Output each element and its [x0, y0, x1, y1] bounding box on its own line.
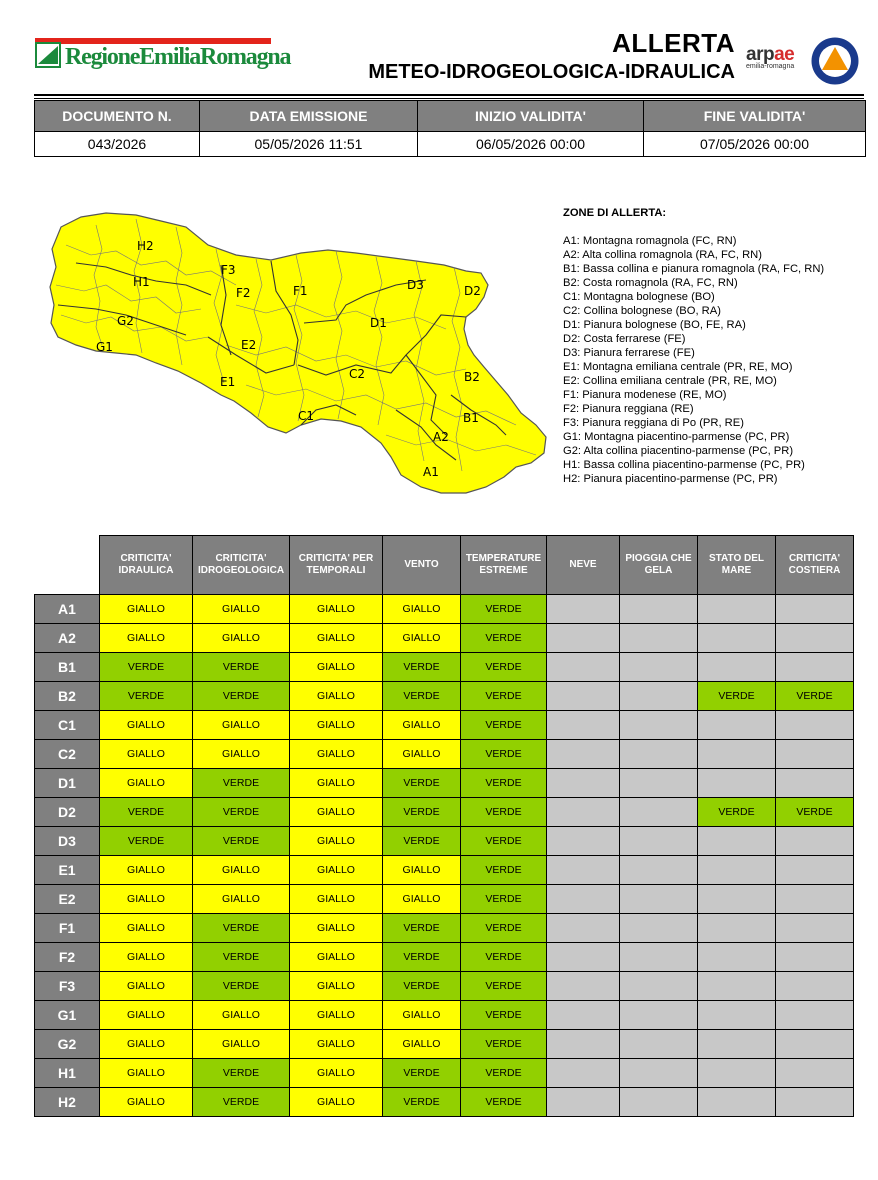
map-label-d2: D2: [464, 284, 481, 298]
map-label-f2: F2: [236, 286, 251, 300]
alert-level-cell: VERDE: [461, 1088, 547, 1117]
alert-level-cell: [776, 1088, 854, 1117]
table-row: [35, 856, 854, 885]
alert-level-cell: VERDE: [461, 827, 547, 856]
alert-level-cell: [776, 653, 854, 682]
alert-level-cell: [547, 914, 620, 943]
table-row: [35, 711, 854, 740]
alert-level-cell: GIALLO: [100, 1030, 193, 1059]
zone-legend-item: D2: Costa ferrarese (FE): [563, 333, 686, 345]
alert-level-cell: GIALLO: [100, 595, 193, 624]
alert-level-cell: VERDE: [383, 1059, 461, 1088]
alert-level-cell: [620, 798, 698, 827]
zone-code-cell: D1: [35, 769, 100, 798]
protezione-civile-logo-icon: [810, 36, 860, 86]
alert-level-cell: [620, 711, 698, 740]
alert-level-cell: VERDE: [383, 1088, 461, 1117]
alert-level-cell: VERDE: [193, 1059, 290, 1088]
alert-level-cell: [620, 856, 698, 885]
alert-level-cell: [547, 1030, 620, 1059]
alert-level-cell: GIALLO: [193, 1001, 290, 1030]
zones-legend-list: [563, 234, 863, 486]
zone-code-cell: F1: [35, 914, 100, 943]
zone-legend-item: F1: Pianura modenese (RE, MO): [563, 389, 727, 401]
alert-level-cell: VERDE: [383, 798, 461, 827]
alert-level-cell: VERDE: [100, 682, 193, 711]
alert-level-cell: VERDE: [383, 653, 461, 682]
zone-legend-item: C1: Montagna bolognese (BO): [563, 291, 715, 303]
alert-level-cell: GIALLO: [290, 1030, 383, 1059]
map-label-f3: F3: [221, 263, 236, 277]
alert-level-cell: [698, 740, 776, 769]
zone-legend-item: B2: Costa romagnola (RA, FC, RN): [563, 277, 738, 289]
column-header: PIOGGIA CHE GELA: [620, 536, 698, 595]
alert-level-cell: VERDE: [461, 653, 547, 682]
alert-level-cell: VERDE: [383, 943, 461, 972]
zone-code-cell: B1: [35, 653, 100, 682]
alert-level-cell: [547, 856, 620, 885]
map-label-a1: A1: [423, 465, 439, 479]
alert-level-cell: VERDE: [383, 972, 461, 1001]
column-header: NEVE: [547, 536, 620, 595]
alert-level-cell: [547, 1088, 620, 1117]
validity-end-value: 07/05/2026 00:00: [644, 132, 866, 157]
alert-level-cell: [776, 595, 854, 624]
alert-level-cell: [620, 827, 698, 856]
alert-level-cell: VERDE: [193, 769, 290, 798]
zone-code-cell: E2: [35, 885, 100, 914]
alert-level-cell: GIALLO: [383, 885, 461, 914]
table-row: [35, 1059, 854, 1088]
alert-level-cell: [776, 1030, 854, 1059]
header-divider: [34, 94, 864, 96]
table-row: [35, 943, 854, 972]
zone-legend-item: A1: Montagna romagnola (FC, RN): [563, 235, 737, 247]
alert-level-cell: [698, 943, 776, 972]
alert-level-cell: VERDE: [193, 798, 290, 827]
alert-level-cell: VERDE: [461, 1030, 547, 1059]
alert-level-cell: VERDE: [461, 769, 547, 798]
column-header: CRITICITA' PER TEMPORALI: [290, 536, 383, 595]
alert-level-cell: VERDE: [461, 595, 547, 624]
alert-level-cell: [620, 914, 698, 943]
zone-code-cell: D3: [35, 827, 100, 856]
zone-code-cell: D2: [35, 798, 100, 827]
alert-level-cell: VERDE: [461, 972, 547, 1001]
alert-level-cell: VERDE: [461, 1001, 547, 1030]
alert-level-cell: GIALLO: [290, 682, 383, 711]
zone-legend-item: D1: Pianura bolognese (BO, FE, RA): [563, 319, 746, 331]
alert-level-cell: VERDE: [461, 856, 547, 885]
alert-level-cell: [620, 740, 698, 769]
alert-level-cell: GIALLO: [290, 653, 383, 682]
alert-level-cell: VERDE: [100, 798, 193, 827]
table-row: [35, 682, 854, 711]
alert-level-cell: VERDE: [100, 653, 193, 682]
alert-level-cell: VERDE: [193, 1088, 290, 1117]
alert-level-cell: [620, 624, 698, 653]
alert-level-cell: [547, 624, 620, 653]
alert-level-cell: VERDE: [383, 769, 461, 798]
alert-level-cell: GIALLO: [100, 711, 193, 740]
alert-level-cell: GIALLO: [383, 711, 461, 740]
alert-level-cell: [620, 653, 698, 682]
zone-legend-item: H1: Bassa collina piacentino-parmense (PC, PR): [563, 459, 805, 471]
alert-level-cell: GIALLO: [100, 740, 193, 769]
map-label-a2: A2: [433, 430, 449, 444]
map-label-e2: E2: [241, 338, 257, 352]
alert-level-cell: GIALLO: [290, 798, 383, 827]
alert-level-cell: [547, 1001, 620, 1030]
column-header: CRITICITA' IDROGEOLOGICA: [193, 536, 290, 595]
alert-level-cell: GIALLO: [100, 1088, 193, 1117]
alert-level-cell: GIALLO: [383, 856, 461, 885]
regione-logo-text: RegioneEmiliaRomagna: [65, 44, 291, 70]
emission-date-header: DATA EMISSIONE: [200, 101, 418, 132]
alert-level-cell: VERDE: [193, 943, 290, 972]
alert-level-cell: [698, 624, 776, 653]
alert-level-cell: [547, 1059, 620, 1088]
map-label-b1: B1: [463, 411, 479, 425]
alert-level-cell: [620, 885, 698, 914]
zone-code-cell: A2: [35, 624, 100, 653]
alert-zones-map: [36, 205, 552, 497]
alert-level-cell: VERDE: [193, 682, 290, 711]
alert-level-cell: GIALLO: [383, 595, 461, 624]
alert-level-cell: VERDE: [461, 711, 547, 740]
zone-code-cell: C1: [35, 711, 100, 740]
alert-level-cell: VERDE: [776, 798, 854, 827]
alert-level-cell: [547, 595, 620, 624]
alert-level-cell: GIALLO: [193, 711, 290, 740]
map-label-g2: G2: [117, 314, 134, 328]
alert-level-cell: VERDE: [193, 827, 290, 856]
alert-level-cell: [698, 914, 776, 943]
alert-level-cell: [698, 1001, 776, 1030]
alert-level-cell: VERDE: [461, 682, 547, 711]
arpae-logo-main: arpae: [746, 44, 795, 65]
alert-level-cell: GIALLO: [290, 914, 383, 943]
zone-code-cell: B2: [35, 682, 100, 711]
alert-level-cell: VERDE: [193, 653, 290, 682]
validity-start-header: INIZIO VALIDITA': [418, 101, 644, 132]
zone-legend-item: F3: Pianura reggiana di Po (PR, RE): [563, 417, 744, 429]
zones-legend: [563, 206, 863, 486]
arpae-logo: [746, 44, 804, 76]
alert-level-cell: [698, 1059, 776, 1088]
table-row: [35, 885, 854, 914]
alert-level-cell: [547, 711, 620, 740]
document-info-value-row: [35, 132, 866, 157]
alert-level-cell: GIALLO: [290, 711, 383, 740]
alert-level-cell: GIALLO: [100, 624, 193, 653]
alert-level-cell: [620, 682, 698, 711]
alert-level-cell: [776, 769, 854, 798]
map-label-f1: F1: [293, 284, 308, 298]
table-row: [35, 1088, 854, 1117]
alert-level-cell: [698, 856, 776, 885]
alert-level-cell: [620, 595, 698, 624]
alert-level-cell: VERDE: [193, 914, 290, 943]
validity-start-value: 06/05/2026 00:00: [418, 132, 644, 157]
alert-table-body: [35, 595, 854, 1117]
doc-number-value: 043/2026: [35, 132, 200, 157]
alert-level-cell: [698, 1030, 776, 1059]
table-row: [35, 769, 854, 798]
alert-level-cell: GIALLO: [290, 1001, 383, 1030]
alert-level-cell: GIALLO: [290, 740, 383, 769]
alert-level-cell: GIALLO: [290, 972, 383, 1001]
alert-level-cell: [547, 885, 620, 914]
table-row: [35, 827, 854, 856]
zone-code-cell: A1: [35, 595, 100, 624]
zone-legend-item: D3: Pianura ferrarese (FE): [563, 347, 695, 359]
zone-code-cell: H2: [35, 1088, 100, 1117]
alert-level-cell: VERDE: [193, 972, 290, 1001]
map-label-h1: H1: [133, 275, 150, 289]
alert-level-cell: VERDE: [461, 943, 547, 972]
alert-level-cell: GIALLO: [193, 885, 290, 914]
alert-level-cell: GIALLO: [290, 943, 383, 972]
column-header: STATO DEL MARE: [698, 536, 776, 595]
zone-code-cell: F3: [35, 972, 100, 1001]
alert-level-cell: VERDE: [698, 798, 776, 827]
alert-level-cell: GIALLO: [100, 1059, 193, 1088]
zone-legend-item: H2: Pianura piacentino-parmense (PC, PR): [563, 473, 778, 485]
page-subtitle: METEO-IDROGEOLOGICA-IDRAULICA: [368, 61, 735, 83]
alert-level-cell: GIALLO: [383, 740, 461, 769]
column-header: TEMPERATURE ESTREME: [461, 536, 547, 595]
alert-level-cell: [620, 972, 698, 1001]
table-row: [35, 972, 854, 1001]
alert-level-cell: GIALLO: [193, 1030, 290, 1059]
zone-legend-item: E2: Collina emiliana centrale (PR, RE, MO): [563, 375, 777, 387]
alert-level-cell: GIALLO: [193, 624, 290, 653]
alert-level-cell: GIALLO: [290, 595, 383, 624]
zone-code-cell: G1: [35, 1001, 100, 1030]
alert-level-cell: [547, 943, 620, 972]
alert-level-cell: VERDE: [100, 827, 193, 856]
regione-emilia-romagna-logo: [35, 38, 291, 72]
alert-level-cell: [698, 885, 776, 914]
alert-level-cell: [776, 624, 854, 653]
alert-level-cell: [620, 1059, 698, 1088]
header-divider-thin: [34, 98, 864, 99]
alert-level-cell: GIALLO: [100, 914, 193, 943]
column-header: CRITICITA' COSTIERA: [776, 536, 854, 595]
alert-level-cell: VERDE: [776, 682, 854, 711]
alert-level-cell: [698, 1088, 776, 1117]
alert-level-cell: GIALLO: [383, 1030, 461, 1059]
table-row: [35, 653, 854, 682]
doc-number-header: DOCUMENTO N.: [35, 101, 200, 132]
header-corner-blank: [35, 536, 100, 595]
alert-level-cell: [620, 943, 698, 972]
alert-level-cell: [620, 769, 698, 798]
table-row: [35, 740, 854, 769]
alert-level-cell: GIALLO: [290, 856, 383, 885]
zone-legend-item: G2: Alta collina piacentino-parmense (PC, PR): [563, 445, 794, 457]
alert-level-cell: [776, 827, 854, 856]
alert-level-cell: VERDE: [461, 624, 547, 653]
alert-level-cell: GIALLO: [383, 624, 461, 653]
alert-level-cell: GIALLO: [193, 740, 290, 769]
alert-level-cell: [547, 653, 620, 682]
alert-level-cell: [698, 653, 776, 682]
alert-level-cell: [776, 1059, 854, 1088]
alert-level-cell: VERDE: [383, 914, 461, 943]
alert-level-cell: [547, 972, 620, 1001]
zone-legend-item: A2: Alta collina romagnola (RA, FC, RN): [563, 249, 762, 261]
alert-level-cell: [776, 1001, 854, 1030]
alert-level-cell: [547, 798, 620, 827]
alert-level-cell: [776, 856, 854, 885]
alert-levels-table: [34, 535, 854, 1117]
alert-level-cell: VERDE: [698, 682, 776, 711]
alert-level-cell: [698, 769, 776, 798]
alert-level-cell: [698, 711, 776, 740]
zone-legend-item: F2: Pianura reggiana (RE): [563, 403, 694, 415]
map-label-b2: B2: [464, 370, 480, 384]
alert-level-cell: GIALLO: [290, 885, 383, 914]
document-info-header-row: [35, 101, 866, 132]
column-header: VENTO: [383, 536, 461, 595]
alert-level-cell: GIALLO: [100, 769, 193, 798]
alert-level-cell: GIALLO: [100, 856, 193, 885]
alert-level-cell: GIALLO: [290, 1088, 383, 1117]
map-label-e1: E1: [220, 375, 236, 389]
alert-level-cell: GIALLO: [290, 624, 383, 653]
map-label-c2: C2: [349, 367, 366, 381]
page-title: ALLERTA: [612, 28, 735, 58]
alert-level-cell: [620, 1001, 698, 1030]
table-row: [35, 1030, 854, 1059]
alert-level-cell: [776, 711, 854, 740]
table-row: [35, 595, 854, 624]
alert-level-cell: GIALLO: [383, 1001, 461, 1030]
alert-level-cell: [776, 972, 854, 1001]
alert-level-cell: [547, 769, 620, 798]
alert-level-cell: VERDE: [461, 798, 547, 827]
alert-level-cell: VERDE: [461, 1059, 547, 1088]
table-row: [35, 798, 854, 827]
zones-legend-title: ZONE DI ALLERTA:: [563, 207, 667, 219]
alert-level-cell: GIALLO: [100, 1001, 193, 1030]
alert-level-cell: VERDE: [461, 885, 547, 914]
zone-legend-item: C2: Collina bolognese (BO, RA): [563, 305, 721, 317]
alert-level-cell: [547, 740, 620, 769]
alert-level-cell: [698, 827, 776, 856]
zone-code-cell: H1: [35, 1059, 100, 1088]
map-label-d1: D1: [370, 316, 387, 330]
alert-level-cell: [776, 943, 854, 972]
zone-legend-item: G1: Montagna piacentino-parmense (PC, PR): [563, 431, 790, 443]
alert-level-cell: GIALLO: [290, 1059, 383, 1088]
validity-end-header: FINE VALIDITA': [644, 101, 866, 132]
alert-level-cell: VERDE: [383, 682, 461, 711]
map-label-h2: H2: [137, 239, 154, 253]
arpae-logo-sub: emilia-romagna: [746, 63, 795, 70]
alert-level-cell: GIALLO: [100, 885, 193, 914]
zone-legend-item: E1: Montagna emiliana centrale (PR, RE, MO): [563, 361, 793, 373]
zone-code-cell: C2: [35, 740, 100, 769]
alert-table-header-row: [35, 536, 854, 595]
zone-code-cell: F2: [35, 943, 100, 972]
alert-level-cell: GIALLO: [100, 943, 193, 972]
alert-level-cell: [698, 595, 776, 624]
emission-date-value: 05/05/2026 11:51: [200, 132, 418, 157]
map-label-c1: C1: [298, 409, 315, 423]
table-row: [35, 624, 854, 653]
alert-level-cell: GIALLO: [100, 972, 193, 1001]
alert-level-cell: GIALLO: [290, 827, 383, 856]
alert-level-cell: GIALLO: [193, 595, 290, 624]
zone-code-cell: E1: [35, 856, 100, 885]
alert-level-cell: [547, 682, 620, 711]
arpae-logo-accent: ae: [774, 44, 795, 65]
regione-emblem-icon: [35, 42, 61, 68]
alert-level-cell: [547, 827, 620, 856]
table-row: [35, 1001, 854, 1030]
zone-legend-item: B1: Bassa collina e pianura romagnola (RA, FC, RN): [563, 263, 825, 275]
alert-level-cell: GIALLO: [290, 769, 383, 798]
document-info-table: [34, 100, 866, 157]
alert-level-cell: [776, 740, 854, 769]
alert-level-cell: [698, 972, 776, 1001]
table-row: [35, 914, 854, 943]
alert-level-cell: [776, 885, 854, 914]
alert-level-cell: [776, 914, 854, 943]
alert-level-cell: [620, 1088, 698, 1117]
map-label-d3: D3: [407, 278, 424, 292]
alert-level-cell: [620, 1030, 698, 1059]
map-label-g1: G1: [96, 340, 113, 354]
zone-code-cell: G2: [35, 1030, 100, 1059]
alert-level-cell: VERDE: [461, 740, 547, 769]
alert-level-cell: VERDE: [461, 914, 547, 943]
alert-level-cell: VERDE: [383, 827, 461, 856]
column-header: CRITICITA' IDRAULICA: [100, 536, 193, 595]
alert-level-cell: GIALLO: [193, 856, 290, 885]
